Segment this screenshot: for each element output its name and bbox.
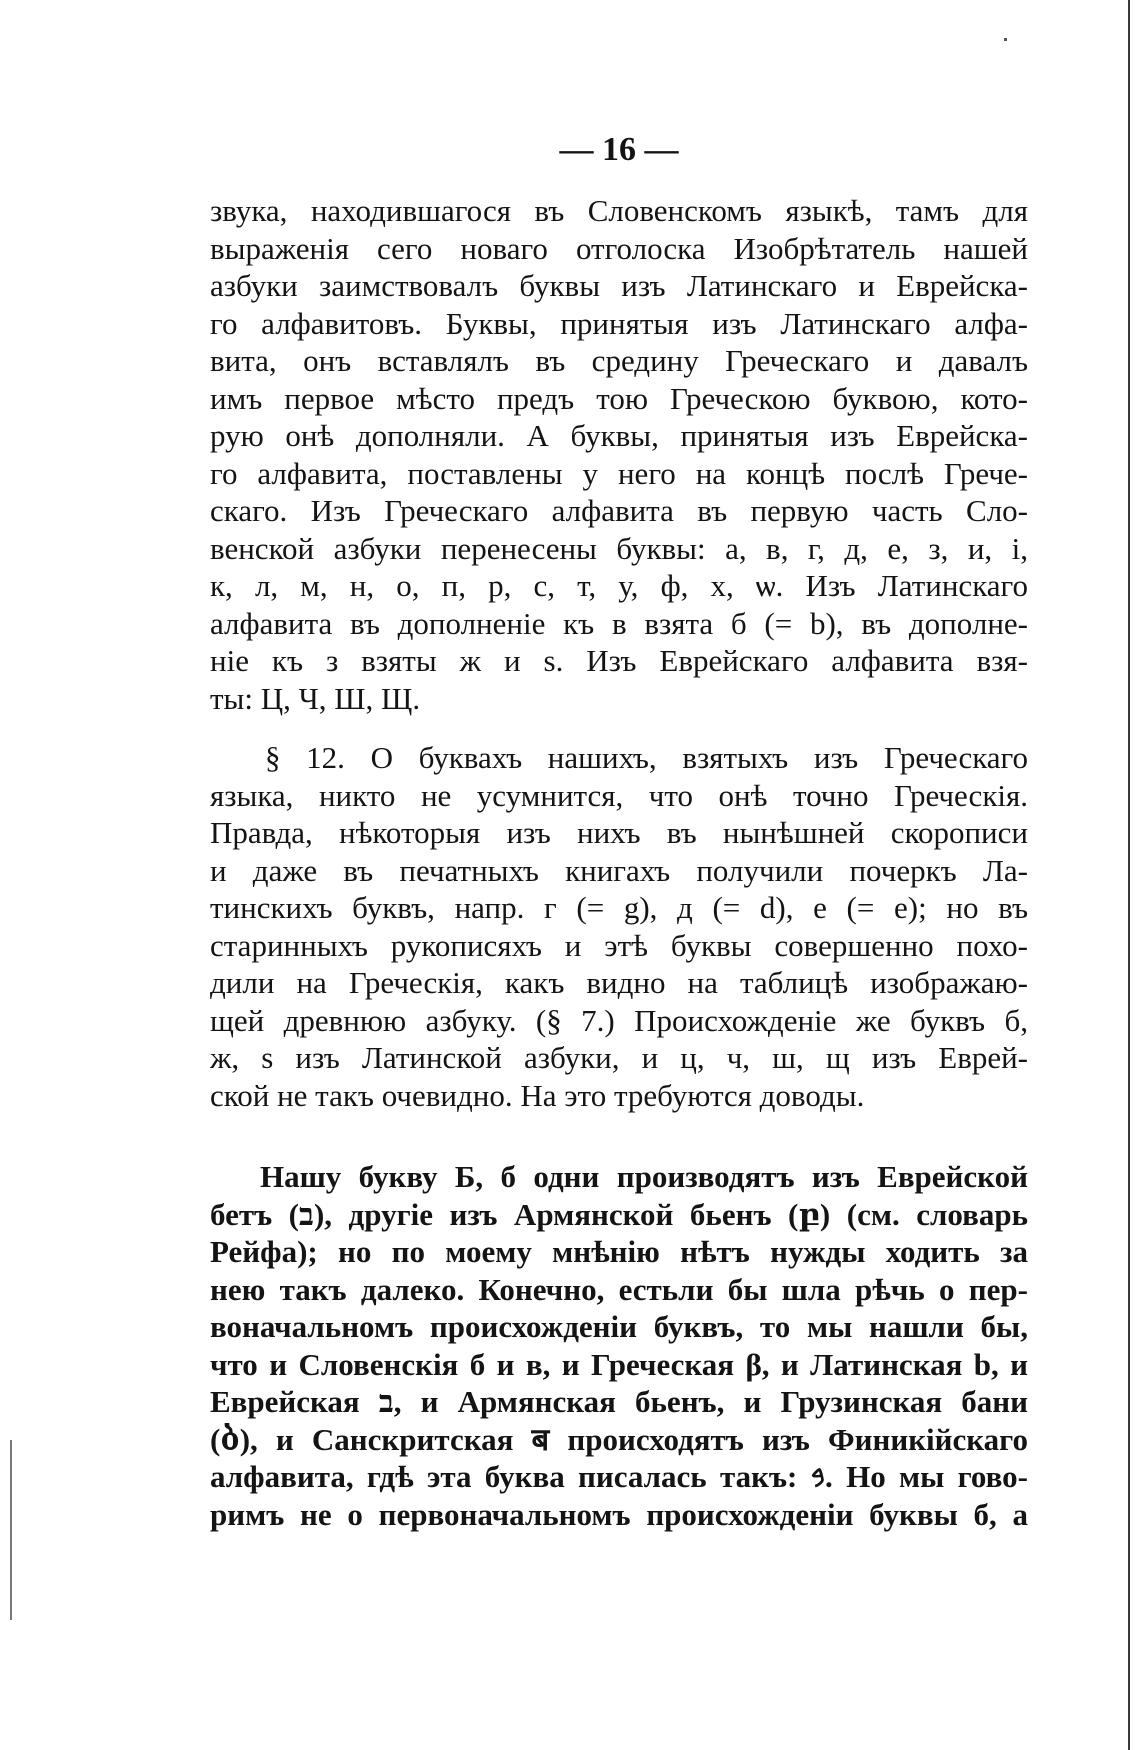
text-line: звука, находившагося въ Словенскомъ языкѣ, тамъ для: [210, 193, 1028, 228]
text-line: Правда, нѣкоторыя изъ нихъ въ нынѣшней скорописи: [210, 815, 1028, 850]
text-line: § 12. О буквахъ нашихъ, взятыхъ изъ Греческаго: [265, 740, 1028, 775]
text-line: воначальномъ происхожденіи буквъ, то мы нашли бы,: [210, 1309, 1028, 1344]
text-line: алфавита въ дополненіе къ в взята б (= b), въ дополне-: [210, 605, 1028, 641]
text-line: нею такъ далеко. Конечно, естьли бы шла рѣчь о пер-: [210, 1271, 1028, 1307]
paragraph-2: [210, 739, 1028, 1114]
page-edge-line: [1128, 0, 1130, 1750]
paragraph-1: [210, 192, 1028, 717]
text-line: ской не такъ очевидно. На это требуются доводы.: [210, 1077, 865, 1113]
scan-mark-left: [10, 1440, 12, 1620]
text-line: рую онѣ дополняли. А буквы, принятыя изъ Еврейска-: [210, 418, 1028, 453]
text-line: старинныхъ рукописяхъ и этѣ буквы совершенно похо-: [210, 927, 1028, 963]
text-line: тинскихъ буквъ, напр. г (= g), д (= d), е (= e); но въ: [210, 890, 1028, 925]
paragraph-gap: [210, 717, 1028, 739]
scan-mark-top: [1004, 38, 1007, 41]
paragraph-3: [210, 1158, 1028, 1533]
text-line: алфавита, гдѣ эта буква писалась такъ: 𐤁. Но мы гово-: [210, 1459, 1028, 1494]
text-line: бетъ (ב), другіе изъ Армянской бьенъ (բ) (см. словарь: [210, 1196, 1028, 1232]
text-line: что и Словенскія б и в, и Греческая β, и Латинская b, и: [210, 1346, 1028, 1382]
page-number: — 16 —: [559, 131, 679, 168]
page-content: [210, 128, 1028, 1533]
text-line: Нашу букву Б, б одни производятъ изъ Еврейской: [260, 1159, 1028, 1194]
text-line: щей древнюю азбуку. (§ 7.) Происхожденіе же буквъ б,: [210, 1002, 1028, 1038]
text-line: ты: Ц, Ч, Ш, Щ.: [210, 680, 421, 716]
text-line: (ბ), и Санскритская ब происходятъ изъ Финикійскаго: [210, 1421, 1028, 1457]
text-line: языка, никто не усумнится, что онѣ точно Греческія.: [210, 777, 1028, 813]
text-line: выраженія сего новаго отголоска Изобрѣтатель нашей: [210, 230, 1028, 266]
text-line: дили на Греческія, какъ видно на таблицѣ изображаю-: [210, 965, 1028, 1000]
text-line: скаго. Изъ Греческаго алфавита въ первую часть Сло-: [210, 493, 1028, 528]
text-line: ж, ѕ изъ Латинской азбуки, и ц, ч, ш, щ изъ Еврей-: [210, 1040, 1028, 1075]
text-line: Еврейская ב, и Армянская бьенъ, и Грузинская бани: [210, 1384, 1028, 1419]
text-line: го алфавита, поставлены у него на концѣ послѣ Грече-: [210, 455, 1028, 491]
text-line: и даже въ печатныхъ книгахъ получили почеркъ Ла-: [210, 852, 1028, 888]
text-line: го алфавитовъ. Буквы, принятыя изъ Латинскаго алфа-: [210, 305, 1028, 341]
text-line: к, л, м, н, о, п, р, с, т, у, ф, х, ѡ. Изъ Латинскаго: [210, 568, 1028, 603]
text-line: вита, онъ вставлялъ въ средину Греческаго и давалъ: [210, 343, 1028, 378]
text-line: азбуки заимствовалъ буквы изъ Латинскаго и Еврейска-: [210, 268, 1028, 303]
text-line: римъ не о первоначальномъ происхожденіи буквы б, а: [210, 1496, 1028, 1532]
paragraph-gap: [210, 1114, 1028, 1158]
text-line: венской азбуки перенесены буквы: а, в, г, д, е, з, и, і,: [210, 530, 1028, 566]
text-line: Рейфа); но по моему мнѣнію нѣтъ нужды ходить за: [210, 1234, 1028, 1269]
text-line: ніе къ з взяты ж и ѕ. Изъ Еврейскаго алфавита взя-: [210, 643, 1028, 678]
text-line: имъ первое мѣсто предъ тою Греческою буквою, кото-: [210, 380, 1028, 416]
